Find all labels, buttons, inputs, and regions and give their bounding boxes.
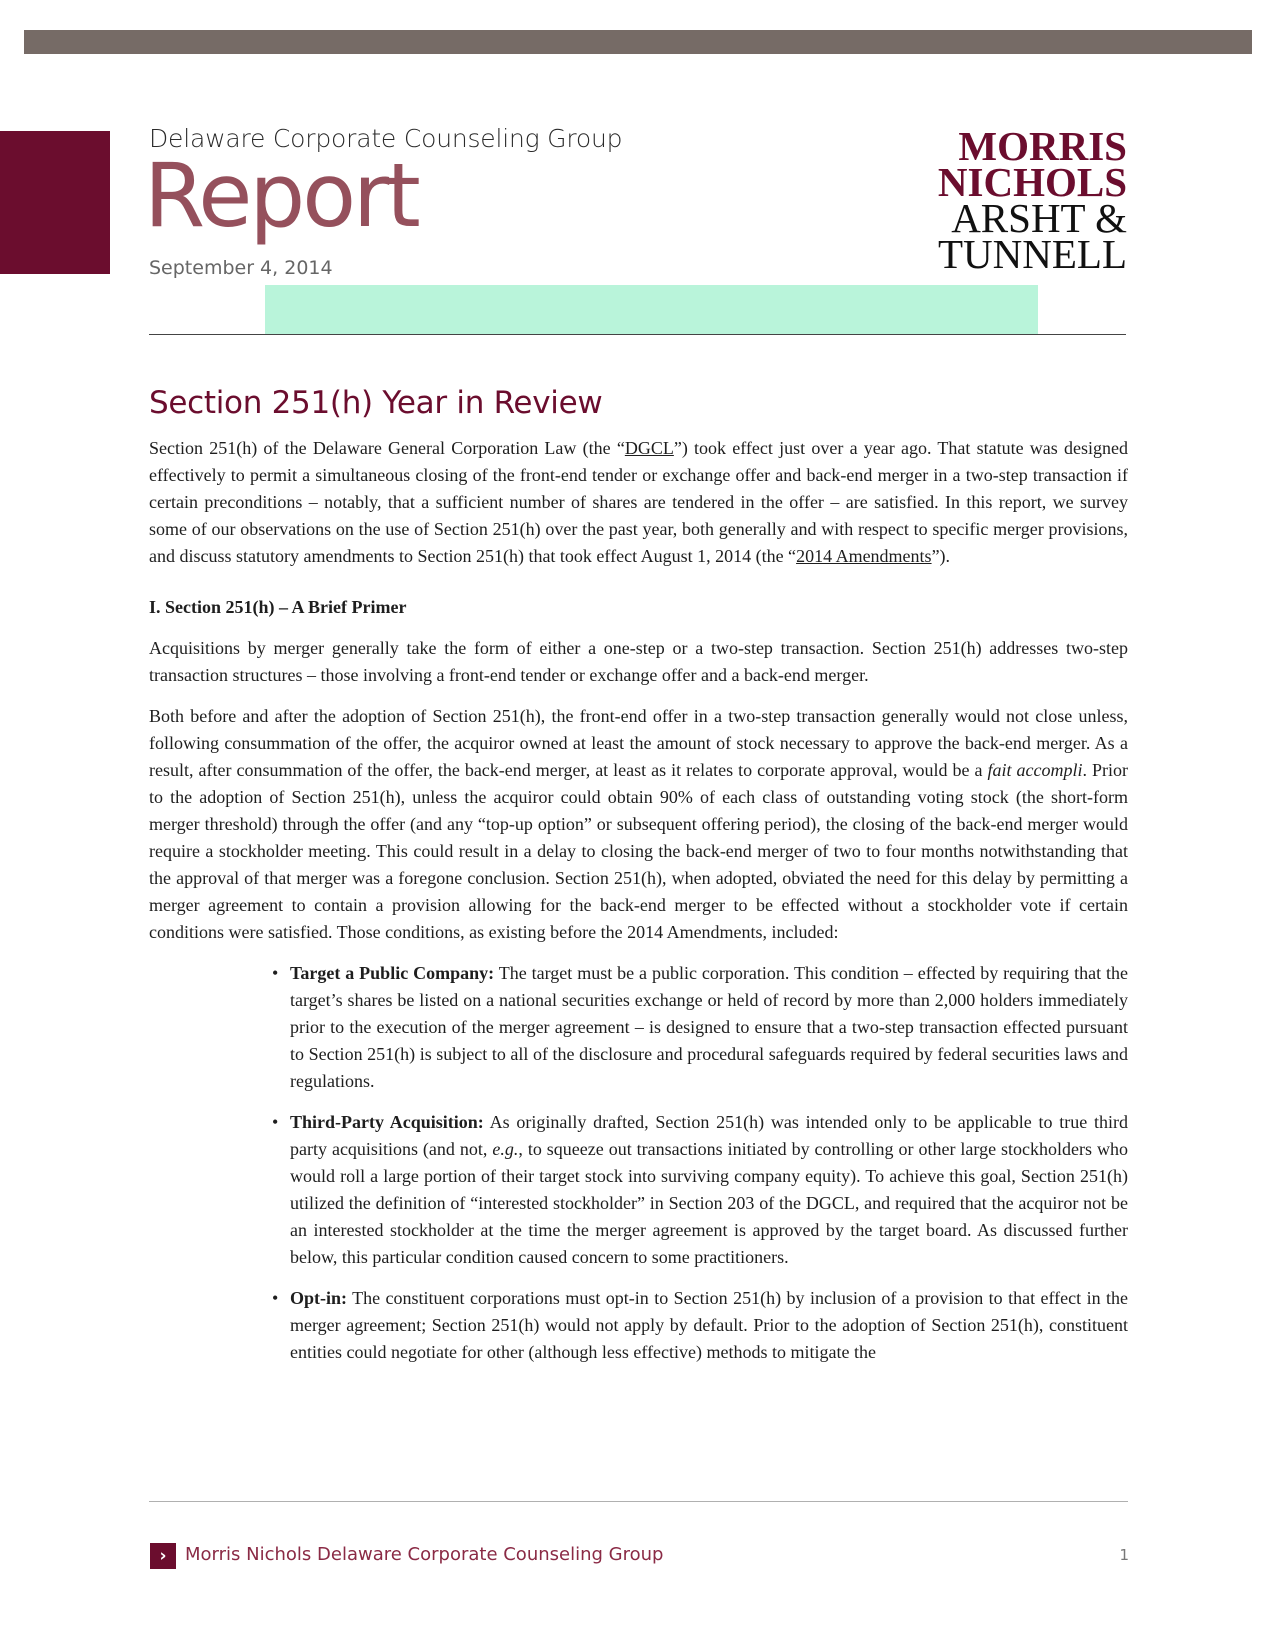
section-heading: I. Section 251(h) – A Brief Primer (149, 597, 407, 617)
bullet-label: Target a Public Company: (290, 963, 495, 983)
article-body (149, 385, 1128, 1380)
bullet-label: Third-Party Acquisition: (290, 1112, 484, 1132)
conditions-list (270, 960, 1128, 1366)
chevron-right-icon: › (150, 1543, 176, 1569)
bullet-label: Opt-in: (290, 1288, 348, 1308)
firm-logo (937, 123, 1127, 277)
report-date: September 4, 2014 (149, 257, 333, 279)
footer-divider (149, 1501, 1128, 1502)
dgcl-defined-term: DGCL (624, 438, 674, 458)
intro-paragraph: Section 251(h) of the Delaware General Corporation Law (the “DGCL”) took effect just over a year ago. That statute was designed effectively to permit a simultaneous closing of the front-end tender or exchange offer and back-end merger in a two-step transaction if certain preconditions – notably, that a sufficient number of shares are tendered in the offer – are satisfied. In this report, we survey some of our observations on the use of Section 251(h) over the past year, both generally and with respect to specific merger provisions, and discuss statutory amendments to Section 251(h) that took effect August 1, 2014 (the “2014 Amendments”). (149, 438, 1128, 566)
header-divider (149, 334, 1126, 335)
footer-group-name: Morris Nichols Delaware Corporate Counseling Group (185, 1544, 664, 1565)
logo-line-1: MORRIS (958, 123, 1127, 169)
group-title: Delaware Corporate Counseling Group (149, 124, 623, 153)
list-item: • Opt-in: The constituent corporations must opt-in to Section 251(h) by inclusion of a provision to that effect in the merger agreement; Section 251(h) would not apply by default. Prior to the adoption of Section 251(h), constituent entities could negotiate for other (although less effective) methods to mitigate the (270, 1285, 1128, 1366)
amendments-defined-term: 2014 Amendments (796, 546, 932, 566)
paragraph: Acquisitions by merger generally take the form of either a one-step or a two-step transaction. Section 251(h) addresses two-step transaction structures – those involving a front-end tender or exchange offer and a back-end merger. (149, 638, 1128, 685)
logo-line-4: TUNNELL (937, 231, 1127, 277)
article-title: Section 251(h) Year in Review (149, 385, 603, 421)
list-item: • Third-Party Acquisition: As originally drafted, Section 251(h) was intended only to be applicable to true third party acquisitions (and not, e.g., to squeeze out transactions initiated by controlling or other large stockholders who would roll a large portion of their target stock into surviving company equity). To achieve this goal, Section 251(h) utilized the definition of “interested stockholder” in Section 203 of the DGCL, and required that the acquiror not be an interested stockholder at the time the merger agreement is approved by the target board. As discussed further below, this particular condition caused concern to some practitioners. (270, 1109, 1128, 1271)
top-banner-bar (24, 30, 1252, 54)
report-heading: Report (144, 144, 418, 247)
list-item: • Target a Public Company: The target must be a public corporation. This condition – effected by requiring that the target’s shares be listed on a national securities exchange or held of record by more than 2,000 holders immediately prior to the execution of the merger agreement – is designed to ensure that a two-step transaction effected pursuant to Section 251(h) is subject to all of the disclosure and procedural safeguards required by federal securities laws and regulations. (270, 960, 1128, 1095)
highlight-bar (265, 285, 1038, 334)
side-accent-block (0, 131, 110, 274)
page-number: 1 (1119, 1546, 1129, 1564)
paragraph: Both before and after the adoption of Section 251(h), the front-end offer in a two-step transaction generally would not close unless, following consummation of the offer, the acquiror owned at least the amount of stock necessary to approve the back-end merger. As a result, after consummation of the offer, the back-end merger, at least as it relates to corporate approval, would be a fait accompli. Prior to the adoption of Section 251(h), unless the acquiror could obtain 90% of each class of outstanding voting stock (the short-form merger threshold) through the offer (and any “top-up option” or subsequent offering period), the closing of the back-end merger would require a stockholder meeting. This could result in a delay to closing the back-end merger of two to four months notwithstanding that the approval of that merger was a foregone conclusion. Section 251(h), when adopted, obviated the need for this delay by permitting a merger agreement to contain a provision allowing for the back-end merger to be effected without a stockholder vote if certain conditions were satisfied. Those conditions, as existing before the 2014 Amendments, included: (149, 706, 1128, 942)
logo-line-3: ARSHT & (951, 195, 1127, 241)
logo-line-2: NICHOLS (937, 159, 1127, 205)
